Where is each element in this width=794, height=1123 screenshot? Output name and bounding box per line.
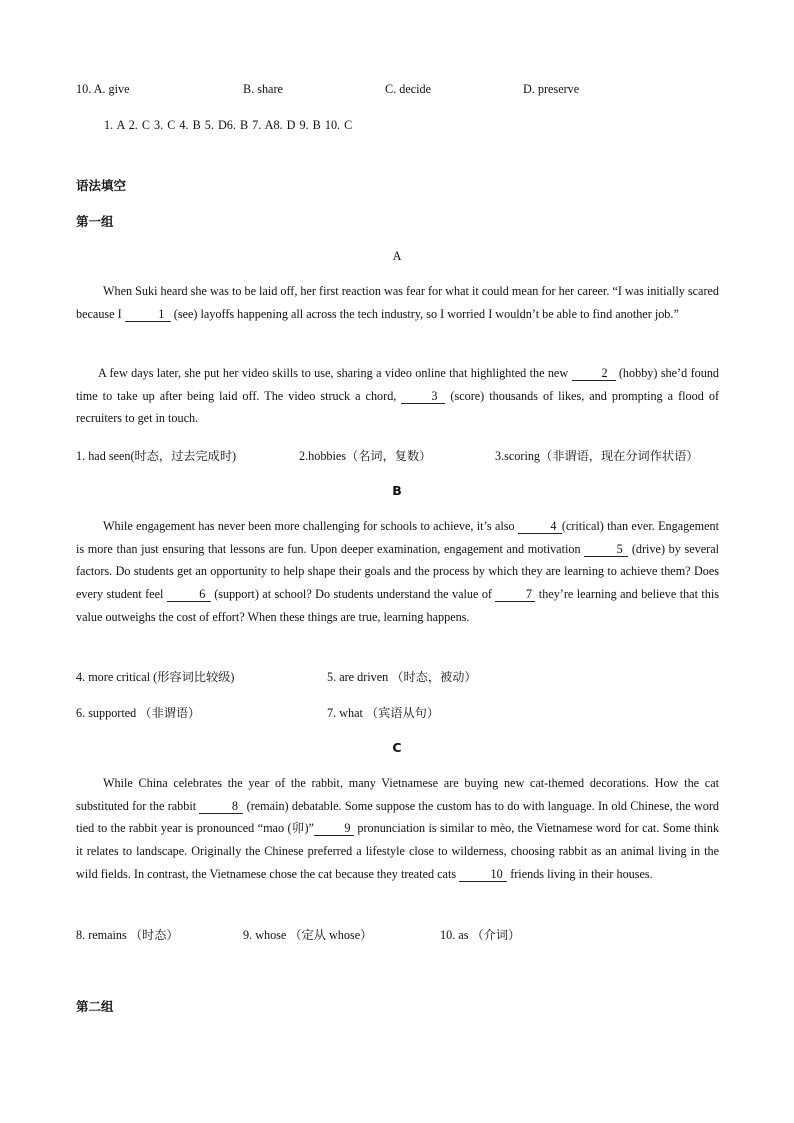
answer-7: 7. what （宾语从句）: [327, 706, 440, 720]
answer-2: 2.hobbies（名词，复数）: [299, 449, 432, 463]
passage-a-label: A: [392, 249, 402, 263]
passage-c-label: C: [392, 740, 402, 755]
passage-a-paragraph-2: [76, 362, 719, 430]
answer-9: 9. whose （定从 whose）: [243, 928, 373, 942]
group-1-title: 第一组: [76, 214, 114, 229]
answer-key-line: 1. A 2. C 3. C 4. B 5. D6. B 7. A8. D 9. B 10. C: [104, 118, 353, 132]
blank-9: 9: [314, 821, 354, 836]
blank-2: 2: [572, 366, 616, 381]
answer-3: 3.scoring（非谓语，现在分词作状语）: [495, 449, 699, 463]
blank-7: 7: [495, 587, 535, 602]
answer-8: 8. remains （时态）: [76, 928, 179, 942]
answer-1: 1. had seen(时态，过去完成时): [76, 449, 237, 463]
group-2-title: 第二组: [76, 999, 114, 1014]
passage-text: (see) layoffs happening all across the tech industry, so I worried I wouldn’t be able to find another job.”: [170, 306, 679, 321]
passage-text: (drive) by several factors. Do students get an opportunity to help shape their goals and the process by which they are learning to achieve them? Does every student feel: [76, 541, 719, 602]
blank-6: 6: [167, 587, 211, 602]
passage-text: (support) at school? Do students understand the value of: [210, 587, 496, 602]
passage-b-label: B: [392, 483, 402, 498]
passage-text: they’re learning and believe that this value outweighs the cost of effort? When these things are true, learning happens.: [76, 587, 719, 624]
answer-6: 6. supported （非谓语）: [76, 706, 201, 720]
passage-text: While engagement has never been more challenging for schools to achieve, it’s also: [103, 519, 518, 533]
blank-1: 1: [125, 307, 171, 322]
passage-c-paragraph: [76, 772, 719, 886]
passage-text: (critical) than ever. Engagement is more than just ensuring that lessons are fun. Upon deeper examination, engagement and motivation: [76, 519, 719, 556]
passage-a-paragraph-1: [76, 280, 719, 325]
answer-5: 5. are driven （时态，被动）: [327, 670, 477, 684]
q10-option-a: 10. A. give: [76, 82, 130, 96]
passage-text: A few days later, she put her video skills to use, sharing a video online that highlighted the new: [98, 366, 572, 380]
passage-text: pronunciation is similar to mèo, the Vietnamese word for cat. Some think it relates to landscape. Originally the Chinese preferred a lifestyle close to wilderness, choosing rabbit as an animal living in the wild fields. In contrast, the Vietnamese chose the cat because they treated cats: [76, 821, 720, 881]
q10-option-b: B. share: [243, 82, 283, 96]
blank-10: 10: [459, 867, 507, 882]
blank-8: 8: [199, 799, 243, 814]
answer-10: 10. as （介词）: [440, 928, 521, 942]
blank-3: 3: [401, 389, 445, 404]
passage-text: friends living in their houses.: [507, 866, 653, 881]
passage-text: (score) thousands of likes, and prompting a flood of recruiters to get in touch.: [76, 388, 719, 426]
q10-option-d: D. preserve: [523, 82, 580, 96]
passage-text: While China celebrates the year of the rabbit, many Vietnamese are buying new cat-themed decorations. How the cat substituted for the rabbit: [76, 776, 719, 813]
blank-4: 4: [518, 519, 562, 534]
passage-text: (hobby) she’d found time to take up after being laid off. The video struck a chord,: [76, 366, 720, 403]
passage-text: (remain) debatable. Some suppose the custom has to do with language. In old Chinese, the word tied to the rabbit year is pronounced “mao (卯)”: [76, 798, 719, 836]
q10-option-c: C. decide: [385, 82, 432, 96]
answer-4: 4. more critical (形容词比较级): [76, 670, 235, 684]
blank-5: 5: [584, 542, 628, 557]
passage-text: When Suki heard she was to be laid off, her first reaction was fear for what it could mean for her career. “I was initially scared because I: [76, 284, 720, 321]
passage-b-paragraph: [76, 515, 719, 629]
section-title: 语法填空: [76, 178, 127, 193]
